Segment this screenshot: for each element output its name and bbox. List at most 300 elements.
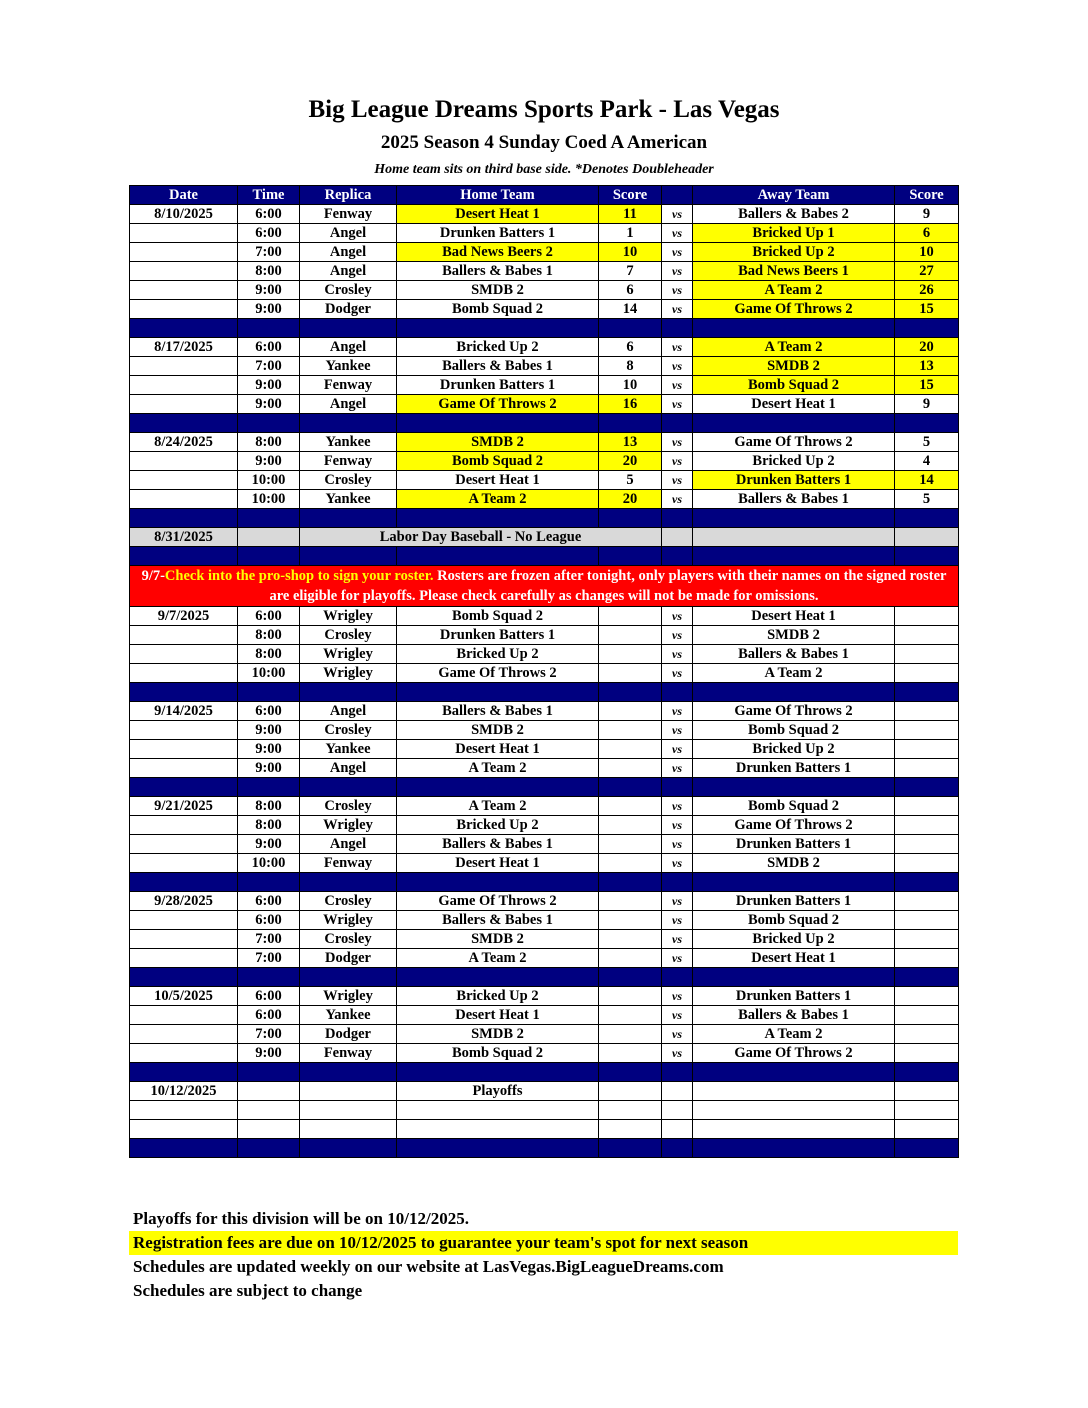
home-score: 6 [599, 338, 662, 357]
separator-cell [130, 414, 238, 433]
away-score [895, 740, 959, 759]
empty-cell [238, 1101, 300, 1120]
week-separator-row [130, 414, 959, 433]
game-date [130, 1044, 238, 1063]
game-time: 7:00 [238, 1025, 300, 1044]
game-date [130, 490, 238, 509]
home-score [599, 740, 662, 759]
separator-cell [599, 319, 662, 338]
away-team: SMDB 2 [693, 854, 895, 873]
game-date [130, 664, 238, 683]
empty-cell [238, 528, 300, 547]
separator-cell [130, 1139, 238, 1158]
empty-cell [238, 1120, 300, 1139]
game-date: 9/14/2025 [130, 702, 238, 721]
separator-cell [599, 873, 662, 892]
empty-cell [238, 1082, 300, 1101]
game-date [130, 376, 238, 395]
game-replica: Angel [300, 338, 397, 357]
home-team: Game Of Throws 2 [397, 395, 599, 414]
separator-cell [238, 968, 300, 987]
away-score [895, 930, 959, 949]
away-score: 10 [895, 243, 959, 262]
home-score: 16 [599, 395, 662, 414]
game-row [130, 300, 959, 319]
empty-cell [662, 528, 693, 547]
vs-label: vs [662, 262, 693, 281]
away-team: Ballers & Babes 1 [693, 1006, 895, 1025]
home-team: A Team 2 [397, 949, 599, 968]
away-score: 14 [895, 471, 959, 490]
separator-cell [693, 968, 895, 987]
vs-label: vs [662, 759, 693, 778]
empty-cell [130, 1101, 238, 1120]
roster-notice-row [130, 566, 959, 607]
game-row [130, 645, 959, 664]
separator-cell [130, 968, 238, 987]
game-date [130, 452, 238, 471]
game-replica: Dodger [300, 300, 397, 319]
vs-label: vs [662, 433, 693, 452]
away-score: 9 [895, 205, 959, 224]
col-header-home-team: Home Team [397, 186, 599, 205]
separator-cell [130, 509, 238, 528]
away-team: Bad News Beers 1 [693, 262, 895, 281]
game-date [130, 1025, 238, 1044]
separator-cell [693, 778, 895, 797]
game-row [130, 357, 959, 376]
page-subtitle: 2025 Season 4 Sunday Coed A American [380, 132, 708, 153]
holiday-row [130, 528, 959, 547]
game-replica: Crosley [300, 892, 397, 911]
away-score [895, 1044, 959, 1063]
col-header-time: Time [238, 186, 300, 205]
separator-cell [693, 1139, 895, 1158]
empty-cell [693, 1082, 895, 1101]
separator-cell [300, 1139, 397, 1158]
away-score: 6 [895, 224, 959, 243]
game-time: 9:00 [238, 721, 300, 740]
game-date [130, 626, 238, 645]
game-time: 9:00 [238, 1044, 300, 1063]
week-separator-row [130, 509, 959, 528]
week-separator-row [130, 1139, 959, 1158]
home-score: 7 [599, 262, 662, 281]
home-score [599, 721, 662, 740]
separator-cell [895, 414, 959, 433]
vs-label: vs [662, 854, 693, 873]
separator-cell [238, 509, 300, 528]
vs-label: vs [662, 626, 693, 645]
away-score [895, 949, 959, 968]
vs-label: vs [662, 645, 693, 664]
away-team: Drunken Batters 1 [693, 759, 895, 778]
separator-cell [238, 683, 300, 702]
away-team: Bricked Up 2 [693, 243, 895, 262]
empty-cell [599, 1101, 662, 1120]
home-score [599, 911, 662, 930]
game-time: 9:00 [238, 281, 300, 300]
separator-cell [238, 547, 300, 566]
footer-website-note: Schedules are updated weekly on our website at LasVegas.BigLeagueDreams.com [133, 1257, 724, 1276]
game-row [130, 930, 959, 949]
empty-cell [895, 1120, 959, 1139]
home-team: Game Of Throws 2 [397, 892, 599, 911]
separator-cell [662, 683, 693, 702]
home-score [599, 892, 662, 911]
footer-registration-note: Registration fees are due on 10/12/2025 to guarantee your team's spot for next season [129, 1231, 958, 1255]
away-team: Drunken Batters 1 [693, 835, 895, 854]
empty-cell [895, 1101, 959, 1120]
empty-cell [662, 1082, 693, 1101]
home-score [599, 1044, 662, 1063]
game-replica: Fenway [300, 205, 397, 224]
separator-cell [397, 1063, 599, 1082]
empty-cell [300, 1120, 397, 1139]
game-replica: Yankee [300, 357, 397, 376]
home-score: 6 [599, 281, 662, 300]
game-date [130, 471, 238, 490]
playoff-row [130, 1082, 959, 1101]
home-team: A Team 2 [397, 490, 599, 509]
playoff-label: Playoffs [397, 1082, 599, 1101]
game-replica: Angel [300, 243, 397, 262]
game-time: 6:00 [238, 607, 300, 626]
separator-cell [662, 1063, 693, 1082]
home-team: SMDB 2 [397, 1025, 599, 1044]
game-replica: Crosley [300, 471, 397, 490]
home-team: Desert Heat 1 [397, 471, 599, 490]
empty-cell [662, 1101, 693, 1120]
away-team: Ballers & Babes 2 [693, 205, 895, 224]
separator-cell [238, 1139, 300, 1158]
page-title: Big League Dreams Sports Park - Las Vegas [308, 96, 780, 123]
home-score: 11 [599, 205, 662, 224]
home-team: Desert Heat 1 [397, 205, 599, 224]
away-score [895, 607, 959, 626]
vs-label: vs [662, 224, 693, 243]
game-time: 9:00 [238, 740, 300, 759]
game-row [130, 471, 959, 490]
home-score: 20 [599, 452, 662, 471]
game-date: 8/24/2025 [130, 433, 238, 452]
empty-cell [693, 528, 895, 547]
vs-label: vs [662, 490, 693, 509]
separator-cell [895, 1063, 959, 1082]
separator-cell [895, 1139, 959, 1158]
game-date [130, 224, 238, 243]
game-replica: Yankee [300, 1006, 397, 1025]
vs-label: vs [662, 740, 693, 759]
week-separator-row [130, 1063, 959, 1082]
game-time: 6:00 [238, 338, 300, 357]
col-header-replica: Replica [300, 186, 397, 205]
week-separator-row [130, 683, 959, 702]
vs-label: vs [662, 471, 693, 490]
vs-label: vs [662, 243, 693, 262]
separator-cell [397, 414, 599, 433]
home-score [599, 1025, 662, 1044]
game-replica: Angel [300, 759, 397, 778]
home-score [599, 607, 662, 626]
game-row [130, 452, 959, 471]
away-team: A Team 2 [693, 1025, 895, 1044]
empty-cell [599, 1120, 662, 1139]
away-team: Drunken Batters 1 [693, 892, 895, 911]
game-date [130, 262, 238, 281]
home-score [599, 759, 662, 778]
game-date [130, 816, 238, 835]
game-time: 10:00 [238, 854, 300, 873]
game-replica: Fenway [300, 854, 397, 873]
home-score [599, 626, 662, 645]
vs-label: vs [662, 816, 693, 835]
separator-cell [130, 873, 238, 892]
vs-label: vs [662, 911, 693, 930]
game-row [130, 205, 959, 224]
away-team: A Team 2 [693, 338, 895, 357]
away-score [895, 664, 959, 683]
vs-label: vs [662, 892, 693, 911]
game-time: 8:00 [238, 645, 300, 664]
away-team: Ballers & Babes 1 [693, 490, 895, 509]
empty-cell [662, 1120, 693, 1139]
table-header-row [130, 186, 959, 205]
game-replica: Yankee [300, 433, 397, 452]
game-time: 6:00 [238, 987, 300, 1006]
game-row [130, 607, 959, 626]
away-team: SMDB 2 [693, 357, 895, 376]
home-team: A Team 2 [397, 759, 599, 778]
home-score [599, 854, 662, 873]
separator-cell [599, 1063, 662, 1082]
separator-cell [300, 873, 397, 892]
separator-cell [693, 509, 895, 528]
week-separator-row [130, 873, 959, 892]
game-replica: Yankee [300, 740, 397, 759]
away-score [895, 1025, 959, 1044]
separator-cell [599, 778, 662, 797]
separator-cell [895, 509, 959, 528]
separator-cell [662, 873, 693, 892]
away-team: Game Of Throws 2 [693, 433, 895, 452]
away-team: Bomb Squad 2 [693, 721, 895, 740]
game-row [130, 835, 959, 854]
vs-label: vs [662, 452, 693, 471]
game-time: 6:00 [238, 892, 300, 911]
game-row [130, 243, 959, 262]
separator-cell [397, 509, 599, 528]
game-row [130, 854, 959, 873]
separator-cell [693, 683, 895, 702]
away-score: 15 [895, 300, 959, 319]
separator-cell [397, 968, 599, 987]
game-time: 7:00 [238, 243, 300, 262]
home-team: SMDB 2 [397, 930, 599, 949]
home-score [599, 816, 662, 835]
game-row [130, 338, 959, 357]
game-date: 8/10/2025 [130, 205, 238, 224]
game-row [130, 911, 959, 930]
home-team: Desert Heat 1 [397, 740, 599, 759]
schedule-body [130, 205, 959, 1158]
away-team: SMDB 2 [693, 626, 895, 645]
home-team: Ballers & Babes 1 [397, 702, 599, 721]
separator-cell [599, 683, 662, 702]
empty-cell [693, 1101, 895, 1120]
away-team: A Team 2 [693, 664, 895, 683]
separator-cell [693, 873, 895, 892]
vs-label: vs [662, 300, 693, 319]
separator-cell [300, 683, 397, 702]
game-row [130, 816, 959, 835]
game-row [130, 664, 959, 683]
vs-label: vs [662, 664, 693, 683]
home-score [599, 987, 662, 1006]
game-time: 6:00 [238, 911, 300, 930]
separator-cell [662, 509, 693, 528]
home-score [599, 645, 662, 664]
playoff-date: 10/12/2025 [130, 1082, 238, 1101]
away-team: Bomb Squad 2 [693, 797, 895, 816]
vs-label: vs [662, 797, 693, 816]
away-score [895, 816, 959, 835]
separator-cell [599, 509, 662, 528]
separator-cell [662, 414, 693, 433]
game-row [130, 626, 959, 645]
home-score [599, 702, 662, 721]
home-score [599, 949, 662, 968]
game-row [130, 987, 959, 1006]
game-date: 9/28/2025 [130, 892, 238, 911]
away-score [895, 645, 959, 664]
home-score: 1 [599, 224, 662, 243]
separator-cell [300, 414, 397, 433]
game-row [130, 1006, 959, 1025]
game-time: 6:00 [238, 1006, 300, 1025]
vs-label: vs [662, 205, 693, 224]
home-team: Ballers & Babes 1 [397, 357, 599, 376]
game-time: 9:00 [238, 759, 300, 778]
home-team: Ballers & Babes 1 [397, 835, 599, 854]
separator-cell [895, 319, 959, 338]
away-team: Bricked Up 2 [693, 930, 895, 949]
vs-label: vs [662, 338, 693, 357]
game-time: 10:00 [238, 490, 300, 509]
home-score: 10 [599, 376, 662, 395]
separator-cell [693, 1063, 895, 1082]
game-date [130, 645, 238, 664]
away-team: Drunken Batters 1 [693, 987, 895, 1006]
game-date [130, 300, 238, 319]
home-team: Game Of Throws 2 [397, 664, 599, 683]
separator-cell [238, 414, 300, 433]
game-date [130, 395, 238, 414]
away-team: Desert Heat 1 [693, 607, 895, 626]
separator-cell [397, 873, 599, 892]
separator-cell [397, 683, 599, 702]
game-replica: Crosley [300, 930, 397, 949]
game-date [130, 930, 238, 949]
separator-cell [693, 319, 895, 338]
separator-cell [300, 319, 397, 338]
empty-cell [130, 1120, 238, 1139]
away-team: Bricked Up 2 [693, 452, 895, 471]
separator-cell [662, 547, 693, 566]
game-replica: Crosley [300, 721, 397, 740]
away-score [895, 854, 959, 873]
game-date: 8/17/2025 [130, 338, 238, 357]
game-row [130, 721, 959, 740]
vs-label: vs [662, 607, 693, 626]
home-team: Ballers & Babes 1 [397, 262, 599, 281]
away-score: 9 [895, 395, 959, 414]
week-separator-row [130, 547, 959, 566]
game-replica: Wrigley [300, 816, 397, 835]
game-row [130, 224, 959, 243]
vs-label: vs [662, 721, 693, 740]
game-row [130, 376, 959, 395]
game-replica: Angel [300, 224, 397, 243]
away-score [895, 1006, 959, 1025]
week-separator-row [130, 319, 959, 338]
game-time: 8:00 [238, 626, 300, 645]
home-score: 13 [599, 433, 662, 452]
col-header-away-score: Score [895, 186, 959, 205]
away-team: Game Of Throws 2 [693, 1044, 895, 1063]
separator-cell [895, 873, 959, 892]
separator-cell [662, 968, 693, 987]
game-replica: Crosley [300, 797, 397, 816]
col-header-away-team: Away Team [693, 186, 895, 205]
away-score: 15 [895, 376, 959, 395]
home-team: Bricked Up 2 [397, 645, 599, 664]
home-team: Bomb Squad 2 [397, 300, 599, 319]
game-date [130, 357, 238, 376]
game-time: 9:00 [238, 835, 300, 854]
game-row [130, 759, 959, 778]
game-replica: Angel [300, 835, 397, 854]
vs-label: vs [662, 281, 693, 300]
game-replica: Angel [300, 395, 397, 414]
separator-cell [130, 1063, 238, 1082]
game-row [130, 1044, 959, 1063]
game-date: 9/7/2025 [130, 607, 238, 626]
home-team: Drunken Batters 1 [397, 626, 599, 645]
home-score [599, 664, 662, 683]
game-date [130, 759, 238, 778]
game-replica: Wrigley [300, 911, 397, 930]
game-replica: Yankee [300, 490, 397, 509]
empty-cell [300, 1082, 397, 1101]
col-header-home-score: Score [599, 186, 662, 205]
footer-playoffs-note: Playoffs for this division will be on 10/12/2025. [133, 1209, 469, 1228]
game-replica: Fenway [300, 376, 397, 395]
away-score [895, 987, 959, 1006]
home-team: Drunken Batters 1 [397, 376, 599, 395]
game-date [130, 949, 238, 968]
home-team: Desert Heat 1 [397, 854, 599, 873]
game-date [130, 740, 238, 759]
away-score [895, 721, 959, 740]
game-time: 8:00 [238, 797, 300, 816]
separator-cell [599, 414, 662, 433]
footer-change-note: Schedules are subject to change [133, 1281, 363, 1300]
game-time: 6:00 [238, 702, 300, 721]
separator-cell [397, 319, 599, 338]
home-team: Bricked Up 2 [397, 816, 599, 835]
notice-text: Rosters are frozen after tonight, only players with their names on the signed roster are eligible for playoffs. Please check carefully as changes will not be made for omissions. [269, 568, 947, 604]
